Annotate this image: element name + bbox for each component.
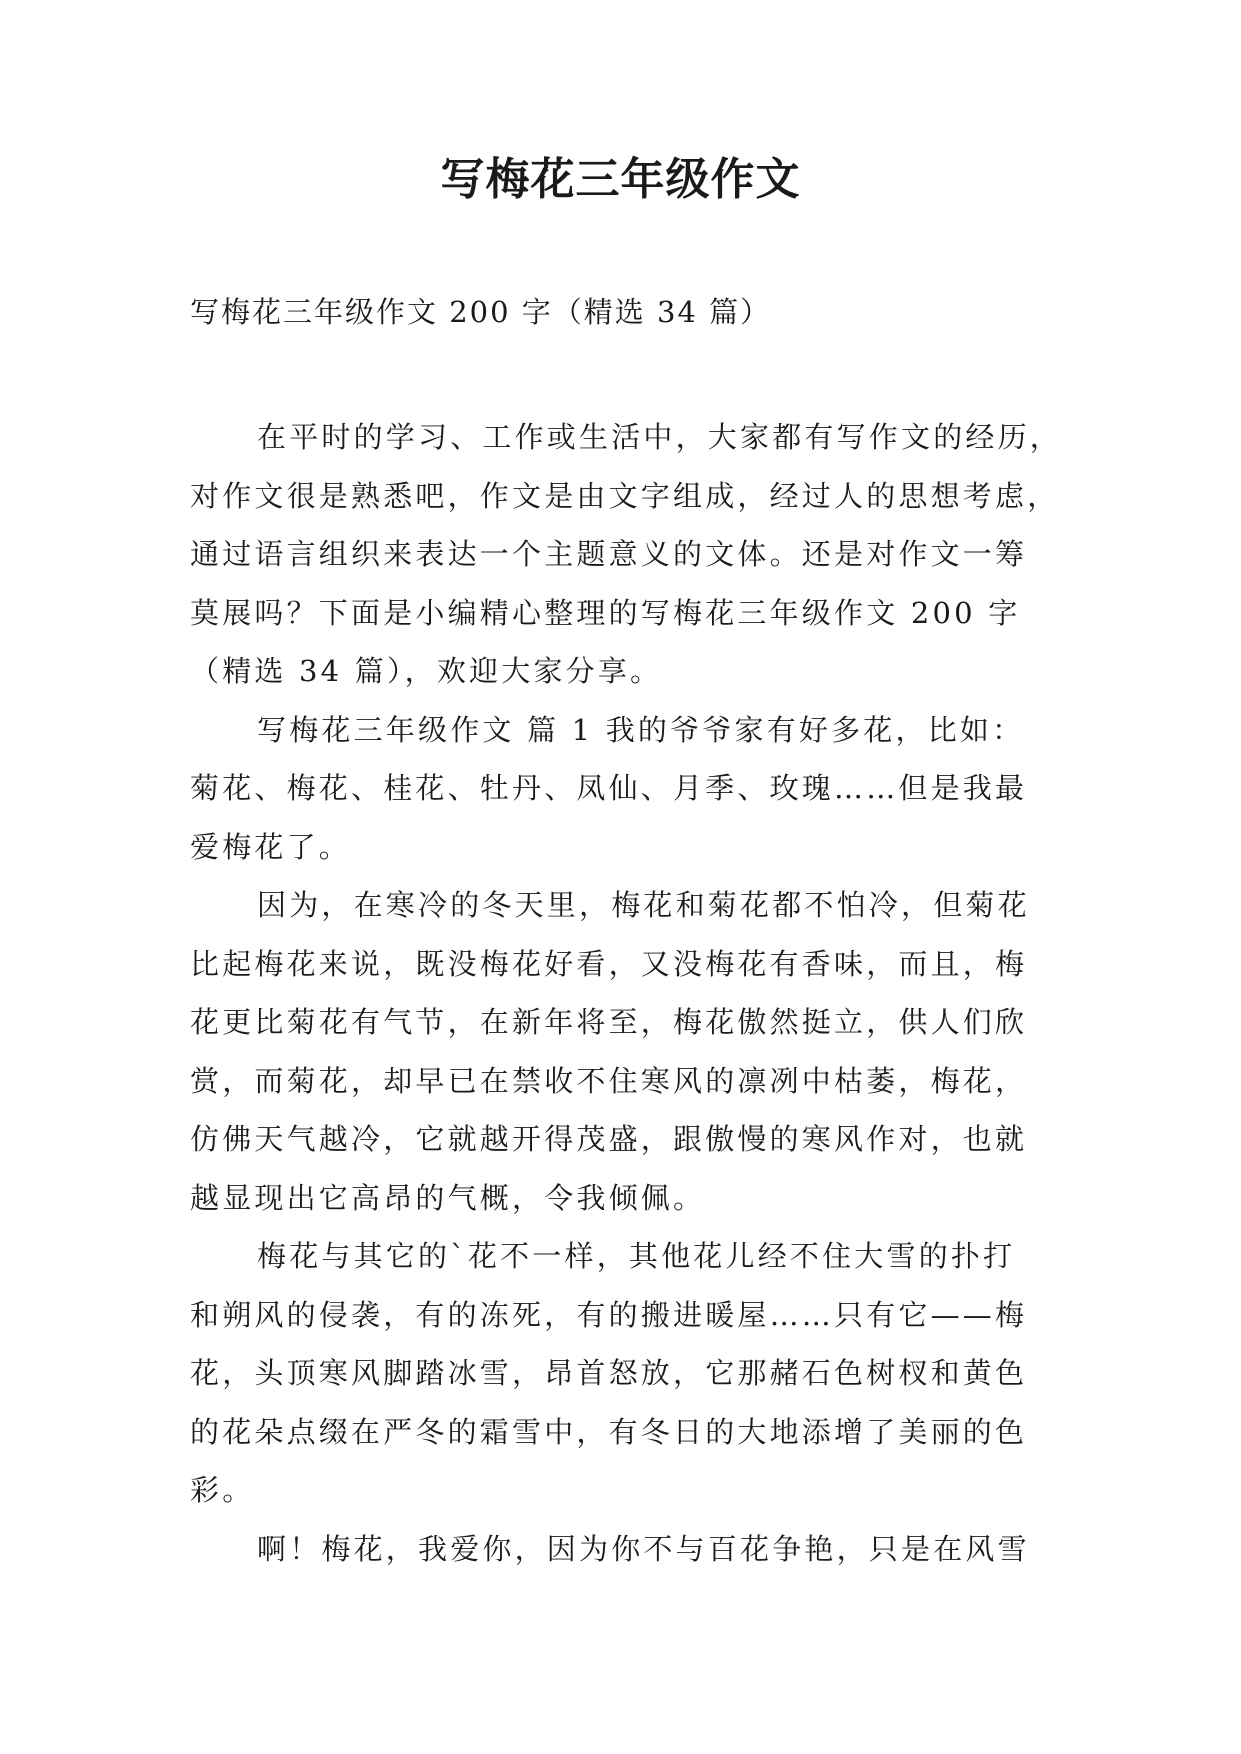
body-line: 的花朵点缀在严冬的霜雪中，有冬日的大地添增了美丽的色 <box>190 1414 1028 1449</box>
body-line: 写梅花三年级作文 篇 1 我的爷爷家有好多花，比如： <box>257 712 1025 747</box>
body-line: 花更比菊花有气节，在新年将至，梅花傲然挺立，供人们欣 <box>190 1005 1028 1039</box>
body-line: 通过语言组织来表达一个主题意义的文体。还是对作文一筹 <box>190 537 1028 571</box>
body-line: 仿佛天气越冷，它就越开得茂盛，跟傲慢的寒风作对，也就 <box>190 1122 1028 1156</box>
body-line: 彩。 <box>190 1473 255 1507</box>
document-title: 写梅花三年级作文 <box>440 154 801 205</box>
body-line: 比起梅花来说，既没梅花好看，又没梅花有香味，而且，梅 <box>190 946 1028 981</box>
body-line: 因为，在寒冷的冬天里，梅花和菊花都不怕冷，但菊花 <box>257 888 1030 922</box>
document-body <box>190 408 1062 1578</box>
document-subtitle: 写梅花三年级作文 200 字（精选 34 篇） <box>190 295 772 329</box>
body-line: 啊！梅花，我爱你，因为你不与百花争艳，只是在风雪 <box>257 1531 1030 1566</box>
body-line: 和朔风的侵袭，有的冻死，有的搬进暖屋……只有它——梅 <box>190 1297 1028 1332</box>
body-line: 菊花、梅花、桂花、牡丹、凤仙、月季、玫瑰……但是我最 <box>190 771 1028 805</box>
body-line: 越显现出它高昂的气概，令我倾佩。 <box>190 1180 706 1215</box>
body-line: 在平时的学习、工作或生活中，大家都有写作文的经历， <box>257 420 1063 454</box>
body-line: 梅花与其它的`花不一样，其他花儿经不住大雪的扑打 <box>257 1239 1016 1273</box>
body-line: 赏，而菊花，却早已在禁收不住寒风的凛冽中枯萎，梅花， <box>190 1063 1028 1098</box>
body-line: 莫展吗？下面是小编精心整理的写梅花三年级作文 200 字 <box>190 595 1021 630</box>
body-line: 对作文很是熟悉吧，作文是由文字组成，经过人的思想考虑， <box>190 478 1060 513</box>
body-line: 花，头顶寒风脚踏冰雪，昂首怒放，它那赭石色树杈和黄色 <box>190 1356 1028 1390</box>
body-line: 爱梅花了。 <box>190 829 352 864</box>
body-line: （精选 34 篇），欢迎大家分享。 <box>190 654 663 688</box>
